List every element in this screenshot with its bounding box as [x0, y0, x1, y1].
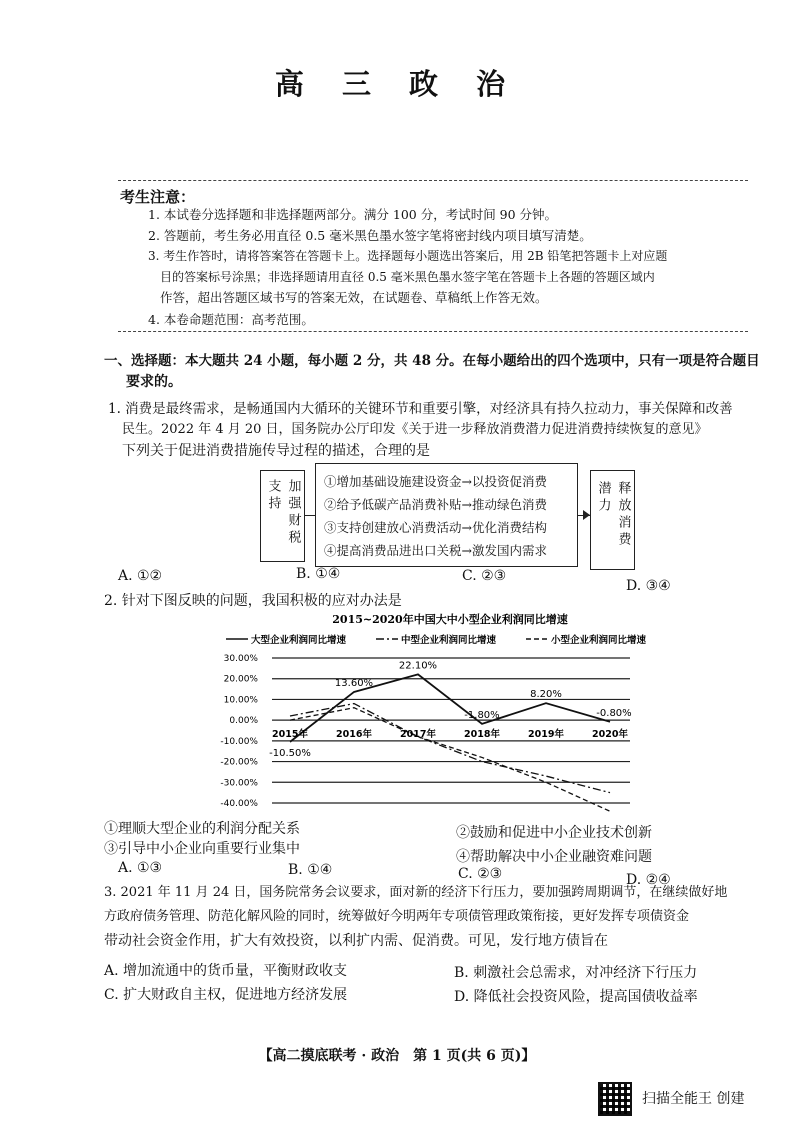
- q1-left-box-text: 加强财税支持: [265, 479, 301, 547]
- section-heading: 一、选择题：本大题共 24 小题，每小题 2 分，共 48 分。在每小题给出的四个选项中，只有一项是符合题目: [104, 353, 760, 369]
- q3-option-c: C. 扩大财政自主权，促进地方经济发展: [104, 987, 348, 1003]
- q2-stem: 2. 针对下图反映的问题，我国积极的应对办法是: [104, 593, 402, 609]
- y-tick-label: 10.00%: [223, 695, 258, 706]
- section-heading-cont: 要求的。: [126, 374, 182, 390]
- notice-line: 1. 本试卷分选择题和非选择题两部分。满分 100 分，考试时间 90 分钟。: [148, 207, 558, 222]
- chart-title: 2015~2020年中国大中小型企业利润同比增速: [332, 613, 568, 626]
- y-tick-label: -20.00%: [220, 757, 258, 768]
- page-title: 高 三 政 治: [274, 67, 520, 101]
- x-tick-label: 2018年: [464, 728, 500, 740]
- data-label: 8.20%: [530, 689, 562, 701]
- series-line: [290, 704, 610, 793]
- q2-option-a: A. ①③: [118, 860, 163, 876]
- y-tick-label: -10.00%: [220, 736, 258, 747]
- q3-option-d: D. 降低社会投资风险，提高国债收益率: [454, 989, 698, 1005]
- x-tick-label: 2017年: [400, 728, 436, 740]
- notice-line: 4. 本卷命题范围：高考范围。: [148, 312, 314, 327]
- q1-stem: 1. 消费是最终需求，是畅通国内大循环的关键环节和重要引擎，对经济具有持久拉动力，事关保障和改善: [108, 401, 733, 417]
- scanner-watermark: 扫描全能王 创建: [642, 1091, 745, 1107]
- q3-stem: 3. 2021 年 11 月 24 日，国务院常务会议要求，面对新的经济下行压力，要加强跨周期调节，在继续做好地: [104, 885, 728, 900]
- notice-line: 3. 考生作答时，请将答案答在答题卡上。选择题每小题选出答案后，用 2B 铅笔把答题卡上对应题: [148, 249, 668, 263]
- y-tick-label: 30.00%: [223, 654, 258, 664]
- y-tick-label: -40.00%: [220, 799, 258, 809]
- x-tick-label: 2020年: [592, 728, 628, 740]
- data-label: -10.50%: [269, 747, 311, 759]
- q3-stem: 带动社会资金作用，扩大有效投资，以利扩内需、促消费。可见，发行地方债旨在: [104, 933, 608, 949]
- y-tick-label: 0.00%: [229, 716, 258, 727]
- x-tick-label: 2015年: [272, 728, 308, 740]
- q1-measure: ①增加基础设施建设资金→以投资促消费: [324, 474, 547, 489]
- q1-measures-box: [315, 463, 578, 567]
- data-label: -1.80%: [464, 709, 500, 721]
- q1-stem: 下列关于促进消费措施传导过程的描述，合理的是: [122, 443, 430, 459]
- q1-stem: 民生。2022 年 4 月 20 日，国务院办公厅印发《关于进一步释放消费潜力促进消费持续恢复的意见》: [122, 422, 708, 437]
- q1-right-box-text: 释放消费潜力: [595, 481, 631, 549]
- data-label: -0.80%: [596, 707, 632, 719]
- arrow-head-icon: [583, 510, 590, 520]
- q2-option-b: B. ①④: [288, 862, 333, 878]
- q2-statement: ②鼓励和促进中小企业技术创新: [456, 825, 652, 841]
- q1-measure: ②给予低碳产品消费补贴→推动绿色消费: [324, 497, 547, 512]
- x-tick-label: 2019年: [528, 728, 564, 740]
- q1-option-c: C. ②③: [462, 568, 507, 584]
- q3-option-b: B. 刺激社会总需求，对冲经济下行压力: [454, 965, 698, 981]
- q1-option-a: A. ①②: [118, 568, 163, 584]
- y-tick-label: 20.00%: [223, 674, 258, 685]
- arrow-line: [305, 515, 315, 516]
- series-line: [290, 708, 610, 812]
- notice-heading: 考生注意：: [120, 188, 196, 206]
- data-label: 22.10%: [398, 660, 438, 672]
- qr-code-icon: [598, 1082, 632, 1116]
- notice-line: 目的答案标号涂黑；非选择题请用直径 0.5 毫米黑色墨水签字笔在答题卡上各题的答题区域内: [160, 270, 655, 284]
- x-tick-label: 2016年: [336, 728, 372, 740]
- notice-line: 作答，超出答题区域书写的答案无效，在试题卷、草稿纸上作答无效。: [160, 290, 548, 305]
- y-tick-label: -30.00%: [220, 778, 258, 789]
- q2-statement: ③引导中小企业向重要行业集中: [104, 841, 300, 857]
- q2-statement: ④帮助解决中小企业融资难问题: [456, 849, 652, 865]
- profit-chart: [210, 608, 690, 813]
- q3-stem: 方政府债务管理、防范化解风险的同时，统筹做好今明两年专项债管理政策衔接，更好发挥专项债资金: [104, 909, 690, 924]
- q2-statement: ①理顺大型企业的利润分配关系: [104, 821, 300, 837]
- q1-option-d: D. ③④: [626, 578, 671, 594]
- page-footer: 【高二摸底联考 · 政治 第 1 页(共 6 页)】: [258, 1048, 536, 1064]
- q2-option-c: C. ②③: [458, 866, 503, 882]
- notice-line: 2. 答题前，考生务必用直径 0.5 毫米黑色墨水签字笔将密封线内项目填写清楚。: [148, 228, 592, 243]
- q1-option-b: B. ①④: [296, 566, 341, 582]
- q2-option-d: D. ②④: [626, 872, 671, 888]
- data-label: 13.60%: [334, 677, 374, 689]
- q1-measure: ④提高消费品进出口关税→激发国内需求: [324, 543, 547, 558]
- q1-measure: ③支持创建放心消费活动→优化消费结构: [324, 520, 547, 535]
- legend-label: 中型企业利润同比增速: [401, 635, 497, 646]
- q1-right-box: [590, 470, 635, 570]
- q1-left-box: [260, 470, 305, 562]
- q3-option-a: A. 增加流通中的货币量，平衡财政收支: [104, 963, 348, 979]
- legend-label: 小型企业利润同比增速: [551, 635, 647, 646]
- legend-label: 大型企业利润同比增速: [251, 635, 347, 646]
